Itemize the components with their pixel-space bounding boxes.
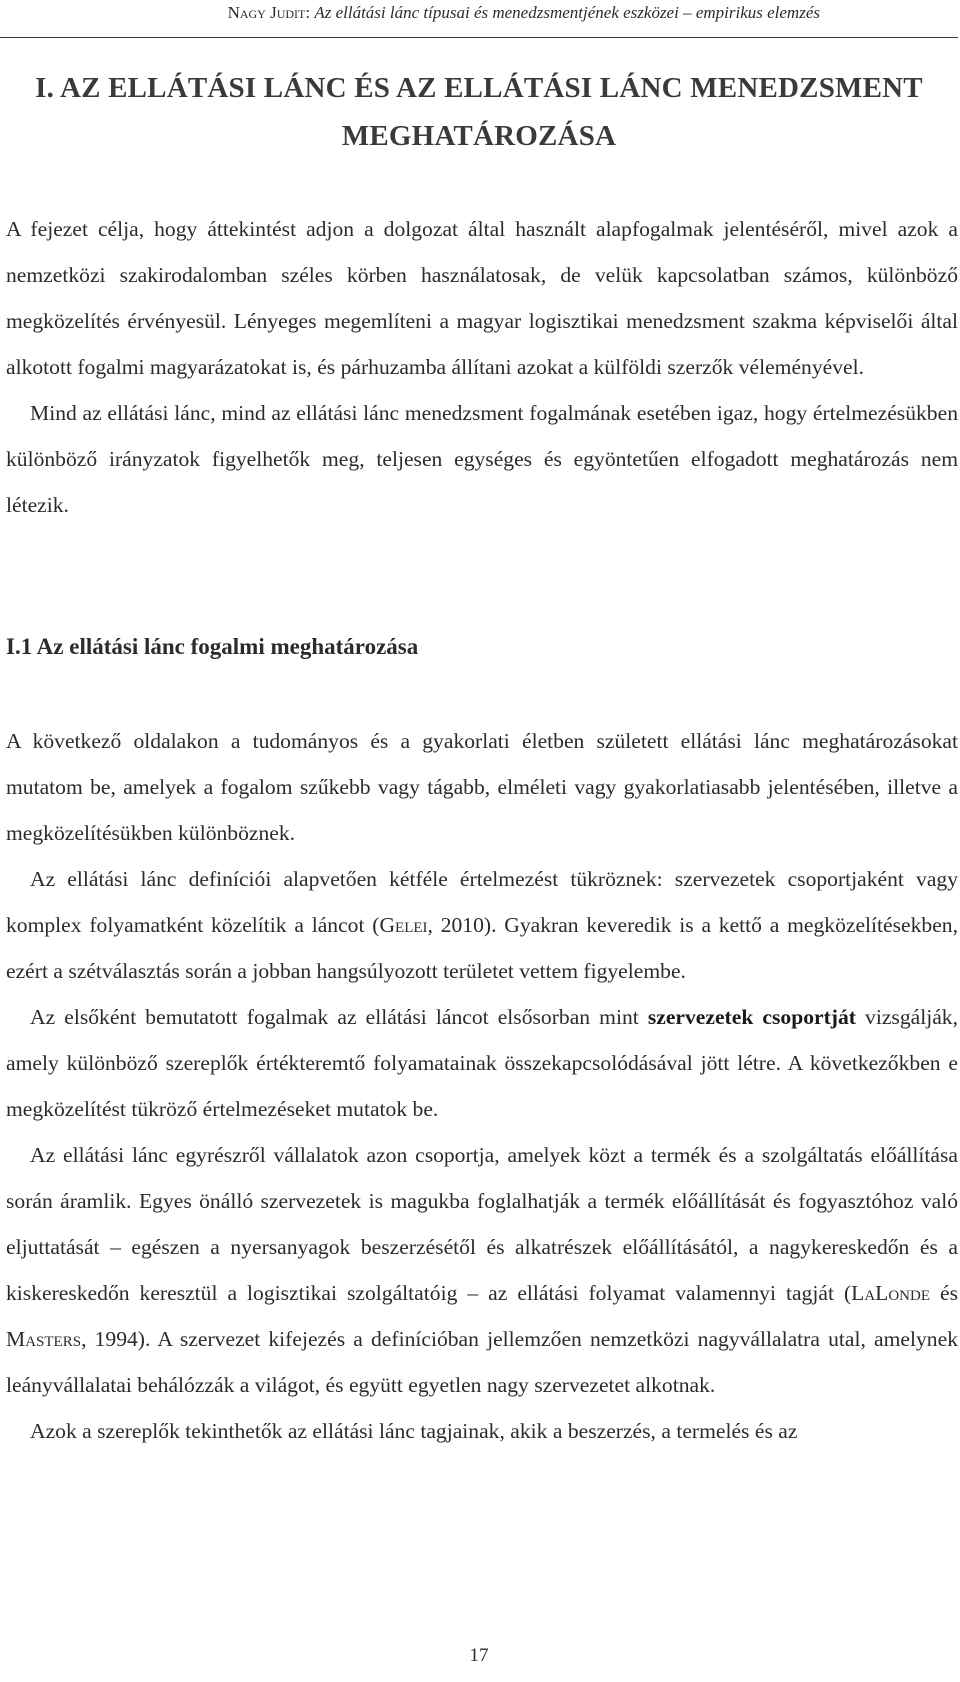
citation-author: Masters bbox=[6, 1327, 82, 1351]
paragraph-text: vizsgálják, amely különböző szereplők értékteremtő folyamatainak összekapcsolódásával jött létre. A következőkben e megközelítést tükröző értelmezéseket mutatok be. bbox=[6, 1005, 958, 1121]
paragraph-text: Az ellátási lánc definíciói alapvetően kétféle értelmezést tükröznek: szervezetek csoportjaként vagy komplex folyamatként közelítik a láncot ( bbox=[6, 867, 958, 937]
paragraph-text: , 1994). A szervezet kifejezés a definícióban jellemzően nemzetközi nagyvállalatra utal, amelynek leányvállalatai behálózzák a világot, és együtt egyetlen nagy szervezetet alkotnak. bbox=[6, 1327, 958, 1397]
section-heading: I.1 Az ellátási lánc fogalmi meghatározása bbox=[6, 634, 419, 659]
section-paragraph-1: A következő oldalakon a tudományos és a gyakorlati életben született ellátási lánc meghatározásokat mutatom be, amelyek a fogalom szűkebb vagy tágabb, elméleti vagy gyakorlatiasabb jelentésében, illetve a megközelítésükben különböznek. bbox=[6, 729, 958, 845]
running-header bbox=[0, 0, 958, 38]
header-title: Az ellátási lánc típusai és menedzsmentjének eszközei – empirikus elemzés bbox=[314, 3, 820, 22]
section-paragraph-2 bbox=[6, 856, 958, 994]
intro-text bbox=[6, 206, 958, 528]
header-author: Nagy Judit: bbox=[227, 3, 311, 22]
intro-paragraph-2: Mind az ellátási lánc, mind az ellátási lánc menedzsment fogalmának esetében igaz, hogy értelmezésükben különböző irányzatok figyelhetők meg, teljesen egységes és egyöntetűen elfogadott meghatározás nem létezik. bbox=[6, 401, 958, 517]
intro-paragraph-1: A fejezet célja, hogy áttekintést adjon a dolgozat által használt alapfogalmak jelentéséről, mivel azok a nemzetközi szakirodalomban széles körben használatosak, de velük kapcsolatban számos, különböző megközelítés érvényesül. Lényeges megemlíteni a magyar logisztikai menedzsment szakma képviselői által alkotott fogalmi magyarázatokat is, és párhuzamba állítani azokat a külföldi szerzők véleményével. bbox=[6, 217, 958, 379]
citation-author: Gelei bbox=[379, 913, 428, 937]
paragraph-text: és bbox=[930, 1281, 959, 1305]
section-paragraph-5: Azok a szereplők tekinthetők az ellátási lánc tagjainak, akik a beszerzés, a termelés és az bbox=[30, 1419, 798, 1443]
chapter-title: I. AZ ELLÁTÁSI LÁNC ÉS AZ ELLÁTÁSI LÁNC MENEDZSMENT MEGHATÁROZÁSA bbox=[35, 72, 923, 152]
section-text bbox=[6, 718, 958, 1454]
emphasis-text: szervezetek csoportját bbox=[647, 1005, 856, 1029]
section-paragraph-4 bbox=[6, 1132, 958, 1408]
section-paragraph-3 bbox=[6, 994, 958, 1132]
citation-author: LaLonde bbox=[851, 1281, 931, 1305]
paragraph-text: , 2010). Gyakran keveredik is a kettő a megközelítésekben, ezért a szétválasztás során a jobban hangsúlyozott területet vettem figyelembe. bbox=[6, 913, 958, 983]
paragraph-text: Az ellátási lánc egyrészről vállalatok azon csoportja, amelyek közt a termék és a szolgáltatás előállítása során áramlik. Egyes önálló szervezetek is magukba foglalhatják a termék előállítását és fogyasztóhoz való eljuttatását – egészen a nyersanyagok beszerzésétől és alkatrészek előállításától, a nagykereskedőn és a kiskereskedőn keresztül a logisztikai szolgáltatóig – az ellátási folyamat valamennyi tagját ( bbox=[6, 1143, 958, 1305]
paragraph-text: Az elsőként bemutatott fogalmak az ellátási láncot elsősorban mint bbox=[30, 1005, 648, 1029]
page-number: 17 bbox=[469, 1645, 489, 1666]
